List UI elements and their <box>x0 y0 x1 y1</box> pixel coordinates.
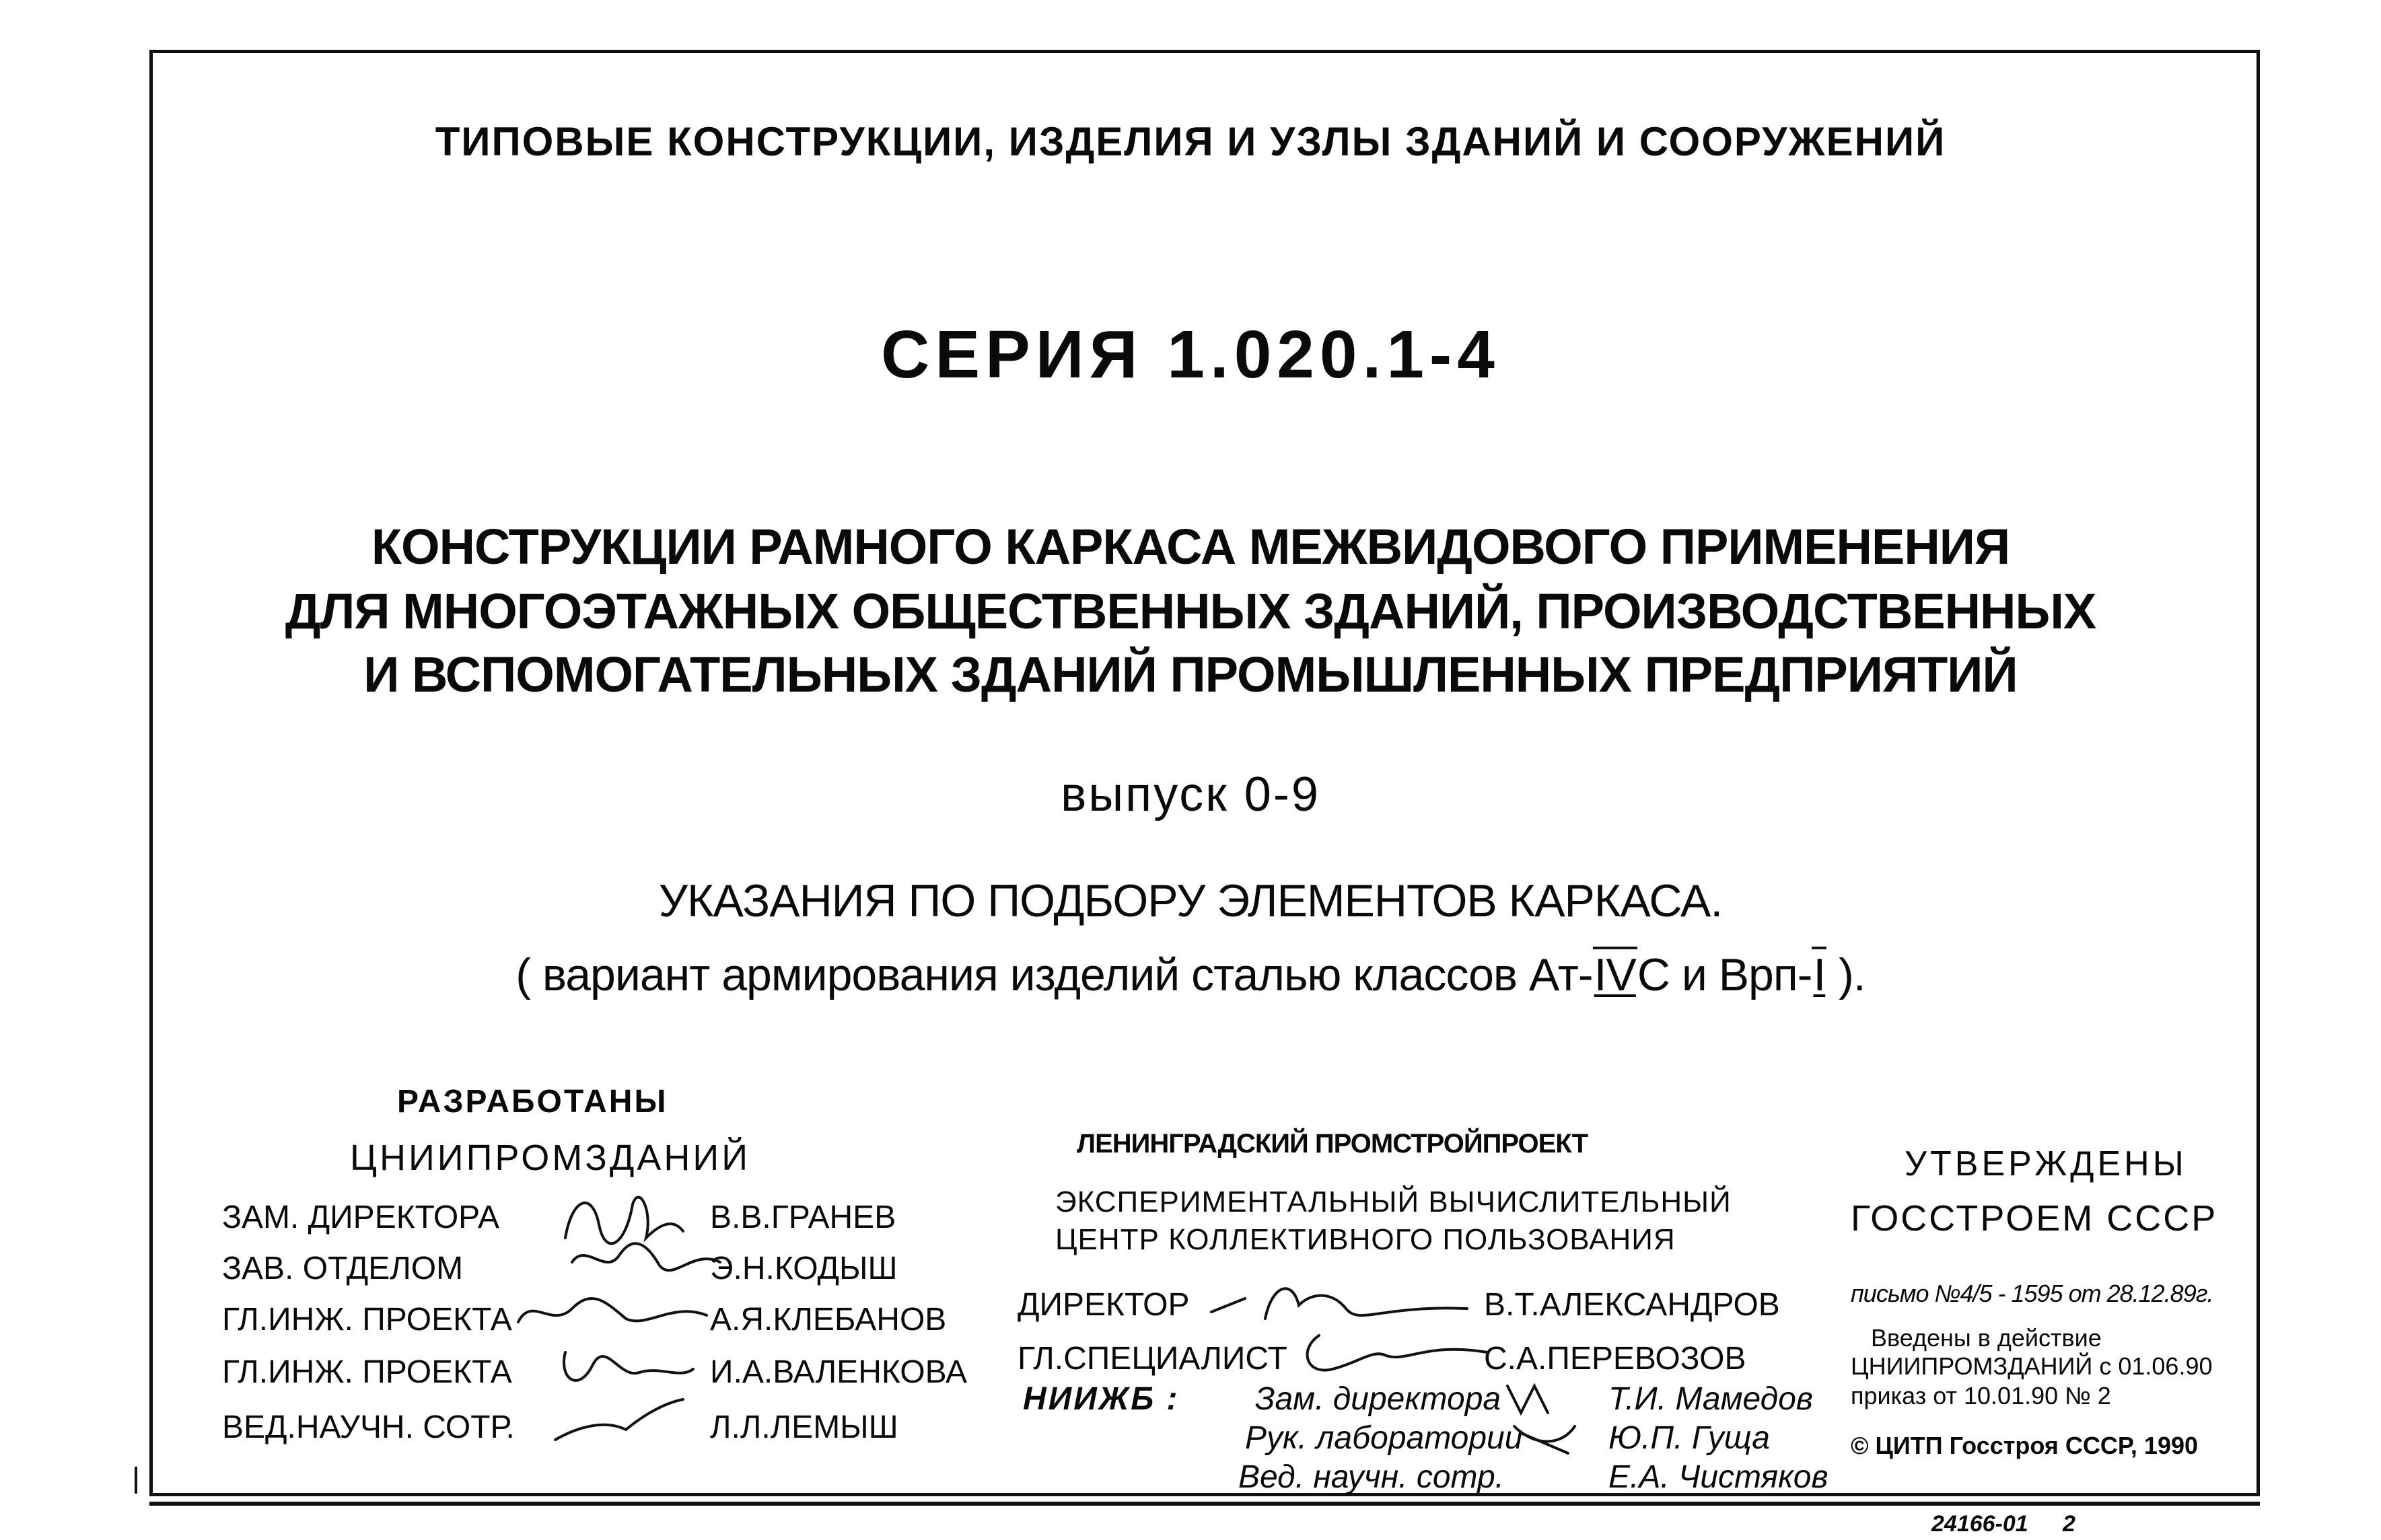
dev-name-2: Э.Н.КОДЫШ <box>710 1251 898 1286</box>
niizhb-org: НИИЖБ : <box>1023 1381 1180 1417</box>
len-name-2: С.А.ПЕРЕВОЗОВ <box>1484 1341 1746 1377</box>
issue-number: выпуск 0-9 <box>1061 768 1320 821</box>
edge-mark <box>135 1467 137 1494</box>
steel-class-1: IV <box>1593 947 1637 1000</box>
dev-role-4: ГЛ.ИНЖ. ПРОЕКТА <box>222 1354 512 1390</box>
main-title-line-2: ДЛЯ МНОГОЭТАЖНЫХ ОБЩЕСТВЕННЫХ ЗДАНИЙ, ПРОИЗВОДСТВЕННЫХ <box>285 583 2096 639</box>
niizhb-role-3: Вед. научн. сотр. <box>1238 1459 1504 1495</box>
niizhb-name-3: Е.А. Чистяков <box>1608 1459 1828 1495</box>
approver-org: ГОССТРОЕМ СССР <box>1851 1198 2218 1239</box>
niizhb-name-2: Ю.П. Гуща <box>1608 1420 1770 1456</box>
len-name-1: В.Т.АЛЕКСАНДРОВ <box>1484 1287 1780 1323</box>
subtitle: УКАЗАНИЯ ПО ПОДБОРУ ЭЛЕМЕНТОВ КАРКАСА. <box>658 875 1723 926</box>
copyright: © ЦИТП Госстроя СССР, 1990 <box>1851 1432 2199 1459</box>
variant-suffix: ). <box>1826 949 1865 1000</box>
niizhb-role-2: Рук. лаборатории <box>1245 1420 1523 1456</box>
main-title-line-3: И ВСПОМОГАТЕЛЬНЫХ ЗДАНИЙ ПРОМЫШЛЕННЫХ ПРЕДПРИЯТИЙ <box>363 647 2018 702</box>
dev-role-3: ГЛ.ИНЖ. ПРОЕКТА <box>222 1302 512 1337</box>
variant-mid: С и Врп- <box>1637 949 1812 1000</box>
signature-kodysh <box>565 1235 727 1289</box>
series-title: СЕРИЯ 1.020.1-4 <box>881 317 1500 392</box>
niizhb-name-1: Т.И. Мамедов <box>1608 1381 1813 1417</box>
page-number: 2 <box>2063 1511 2075 1537</box>
top-title: ТИПОВЫЕ КОНСТРУКЦИИ, ИЗДЕЛИЯ И УЗЛЫ ЗДАНИЙ И СООРУЖЕНИЙ <box>435 119 1946 164</box>
computing-center-line-2: ЦЕНТР КОЛЛЕКТИВНОГО ПОЛЬЗОВАНИЯ <box>1055 1223 1676 1256</box>
variant-prefix: ( вариант армирования изделий сталью классов Ат- <box>516 949 1593 1000</box>
approval-letter: письмо №4/5 - 1595 от 28.12.89г. <box>1851 1280 2213 1307</box>
dev-role-2: ЗАВ. ОТДЕЛОМ <box>222 1251 464 1286</box>
steel-class-2: I <box>1812 947 1826 1000</box>
signature-klebanov <box>511 1282 713 1342</box>
signature-lemysh <box>545 1393 693 1453</box>
bottom-border-line <box>149 1502 2260 1506</box>
document-number: 24166-01 <box>1931 1511 2028 1537</box>
introduced-line-2: ЦНИИПРОМЗДАНИЙ с 01.06.90 <box>1851 1352 2213 1380</box>
developed-label: РАЗРАБОТАНЫ <box>397 1084 668 1120</box>
len-role-1: ДИРЕКТОР <box>1018 1287 1190 1323</box>
dev-role-5: ВЕД.НАУЧН. СОТР. <box>222 1409 515 1445</box>
introduced-line-1: Введены в действие <box>1871 1324 2102 1352</box>
computing-center-line-1: ЭКСПЕРИМЕНТАЛЬНЫЙ ВЫЧИСЛИТЕЛЬНЫЙ <box>1055 1185 1732 1218</box>
variant-line <box>0 949 2381 1001</box>
dev-name-4: И.А.ВАЛЕНКОВА <box>710 1354 968 1390</box>
signature-perevozov <box>1292 1322 1494 1383</box>
dev-name-5: Л.Л.ЛЕМЫШ <box>710 1409 898 1445</box>
signature-niizhb <box>1494 1372 1588 1460</box>
dev-role-1: ЗАМ. ДИРЕКТОРА <box>222 1200 499 1235</box>
approved-label: УТВЕРЖДЕНЫ <box>1905 1144 2187 1183</box>
developer-org: ЦНИИПРОМЗДАНИЙ <box>350 1138 751 1178</box>
dev-name-3: А.Я.КЛЕБАНОВ <box>710 1302 947 1337</box>
order-line: приказ от 10.01.90 № 2 <box>1851 1382 2111 1409</box>
dev-name-1: В.В.ГРАНЕВ <box>710 1200 896 1235</box>
niizhb-role-1: Зам. директора <box>1255 1381 1501 1417</box>
len-role-2: ГЛ.СПЕЦИАЛИСТ <box>1018 1341 1287 1377</box>
signature-valenkova <box>552 1339 700 1399</box>
leningrad-org: ЛЕНИНГРАДСКИЙ ПРОМСТРОЙПРОЕКТ <box>1077 1129 1588 1159</box>
main-title-line-1: КОНСТРУКЦИИ РАМНОГО КАРКАСА МЕЖВИДОВОГО ПРИМЕНЕНИЯ <box>371 519 2010 575</box>
